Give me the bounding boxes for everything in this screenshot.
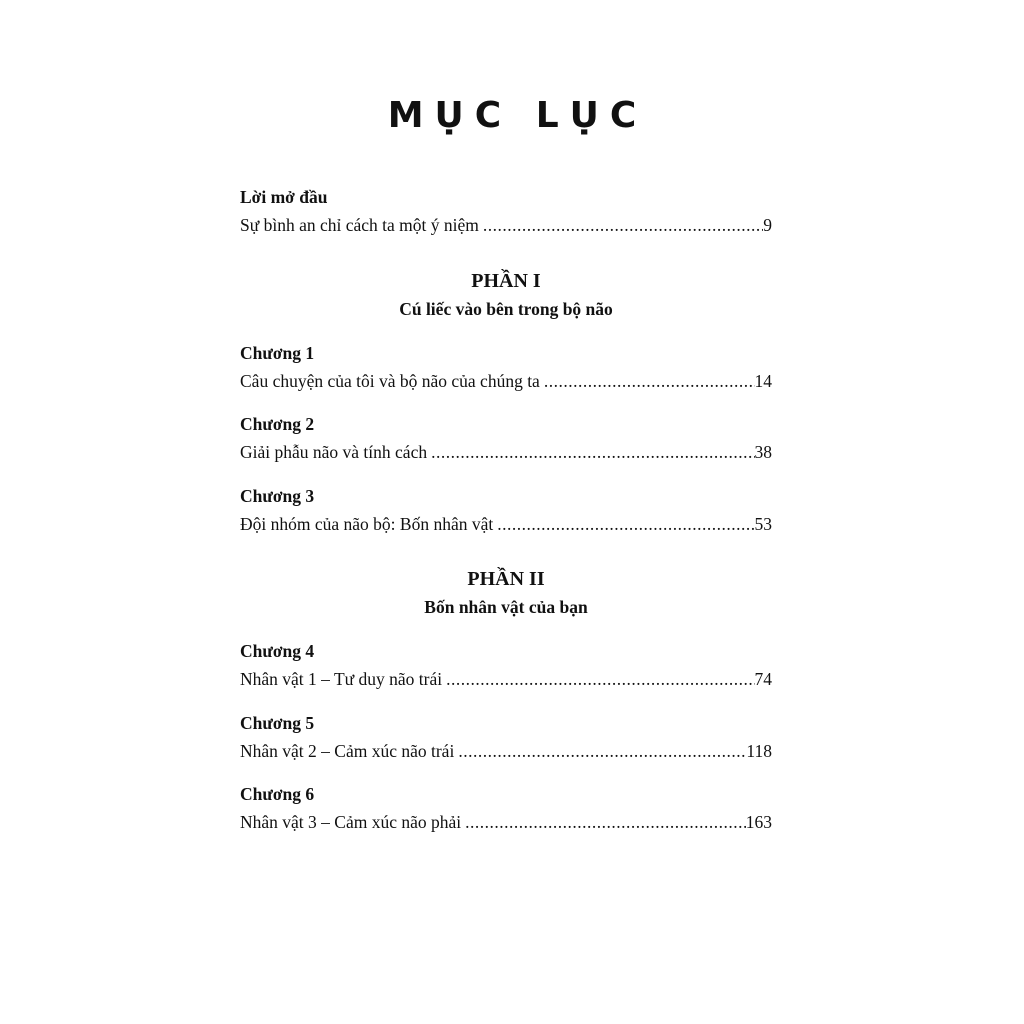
dot-leader: [465, 811, 746, 833]
page-number: 9: [763, 215, 772, 235]
dot-leader: [544, 370, 755, 392]
entry-title: Giải phẫu não và tính cách: [240, 442, 428, 462]
toc-entry-chapter-3[interactable]: [240, 513, 772, 535]
chapter-6-heading: Chương 6: [240, 784, 315, 804]
entry-title: Nhân vật 3 – Cảm xúc não phải: [240, 812, 462, 832]
entry-title: Câu chuyện của tôi và bộ não của chúng ta: [240, 371, 540, 391]
entry-title: Nhân vật 2 – Cảm xúc não trái: [240, 741, 455, 761]
part-1-label: PHẦN I: [471, 270, 541, 292]
page-number: 74: [754, 669, 772, 689]
chapter-1-heading: Chương 1: [240, 343, 315, 363]
page-number: 163: [745, 812, 772, 832]
part-2-label: PHẦN II: [467, 568, 545, 590]
toc-entry-intro[interactable]: [240, 214, 772, 236]
toc-entry-chapter-1[interactable]: [240, 370, 772, 392]
part-2-subtitle: Bốn nhân vật của bạn: [424, 597, 588, 617]
page-number: 38: [754, 442, 772, 462]
dot-leader: [497, 513, 754, 535]
intro-heading: Lời mở đầu: [240, 187, 328, 207]
page-number: 14: [754, 371, 772, 391]
entry-title: Sự bình an chỉ cách ta một ý niệm: [240, 215, 479, 235]
toc-entry-chapter-4[interactable]: [240, 668, 772, 690]
chapter-3-heading: Chương 3: [240, 486, 315, 506]
chapter-5-heading: Chương 5: [240, 713, 315, 733]
chapter-2-heading: Chương 2: [240, 414, 315, 434]
dot-leader: [483, 214, 763, 236]
entry-title: Đội nhóm của não bộ: Bốn nhân vật: [240, 514, 494, 534]
page-number: 118: [746, 741, 772, 761]
toc-entry-chapter-6[interactable]: [240, 811, 772, 833]
dot-leader: [431, 441, 754, 463]
dot-leader: [458, 740, 746, 762]
chapter-4-heading: Chương 4: [240, 641, 315, 661]
page-title: MỤC LỤC: [387, 95, 648, 136]
part-1-subtitle: Cú liếc vào bên trong bộ não: [399, 299, 613, 319]
toc-entry-chapter-5[interactable]: [240, 740, 772, 762]
toc-entry-chapter-2[interactable]: [240, 441, 772, 463]
dot-leader: [446, 668, 754, 690]
entry-title: Nhân vật 1 – Tư duy não trái: [240, 669, 443, 689]
page-number: 53: [754, 514, 772, 534]
